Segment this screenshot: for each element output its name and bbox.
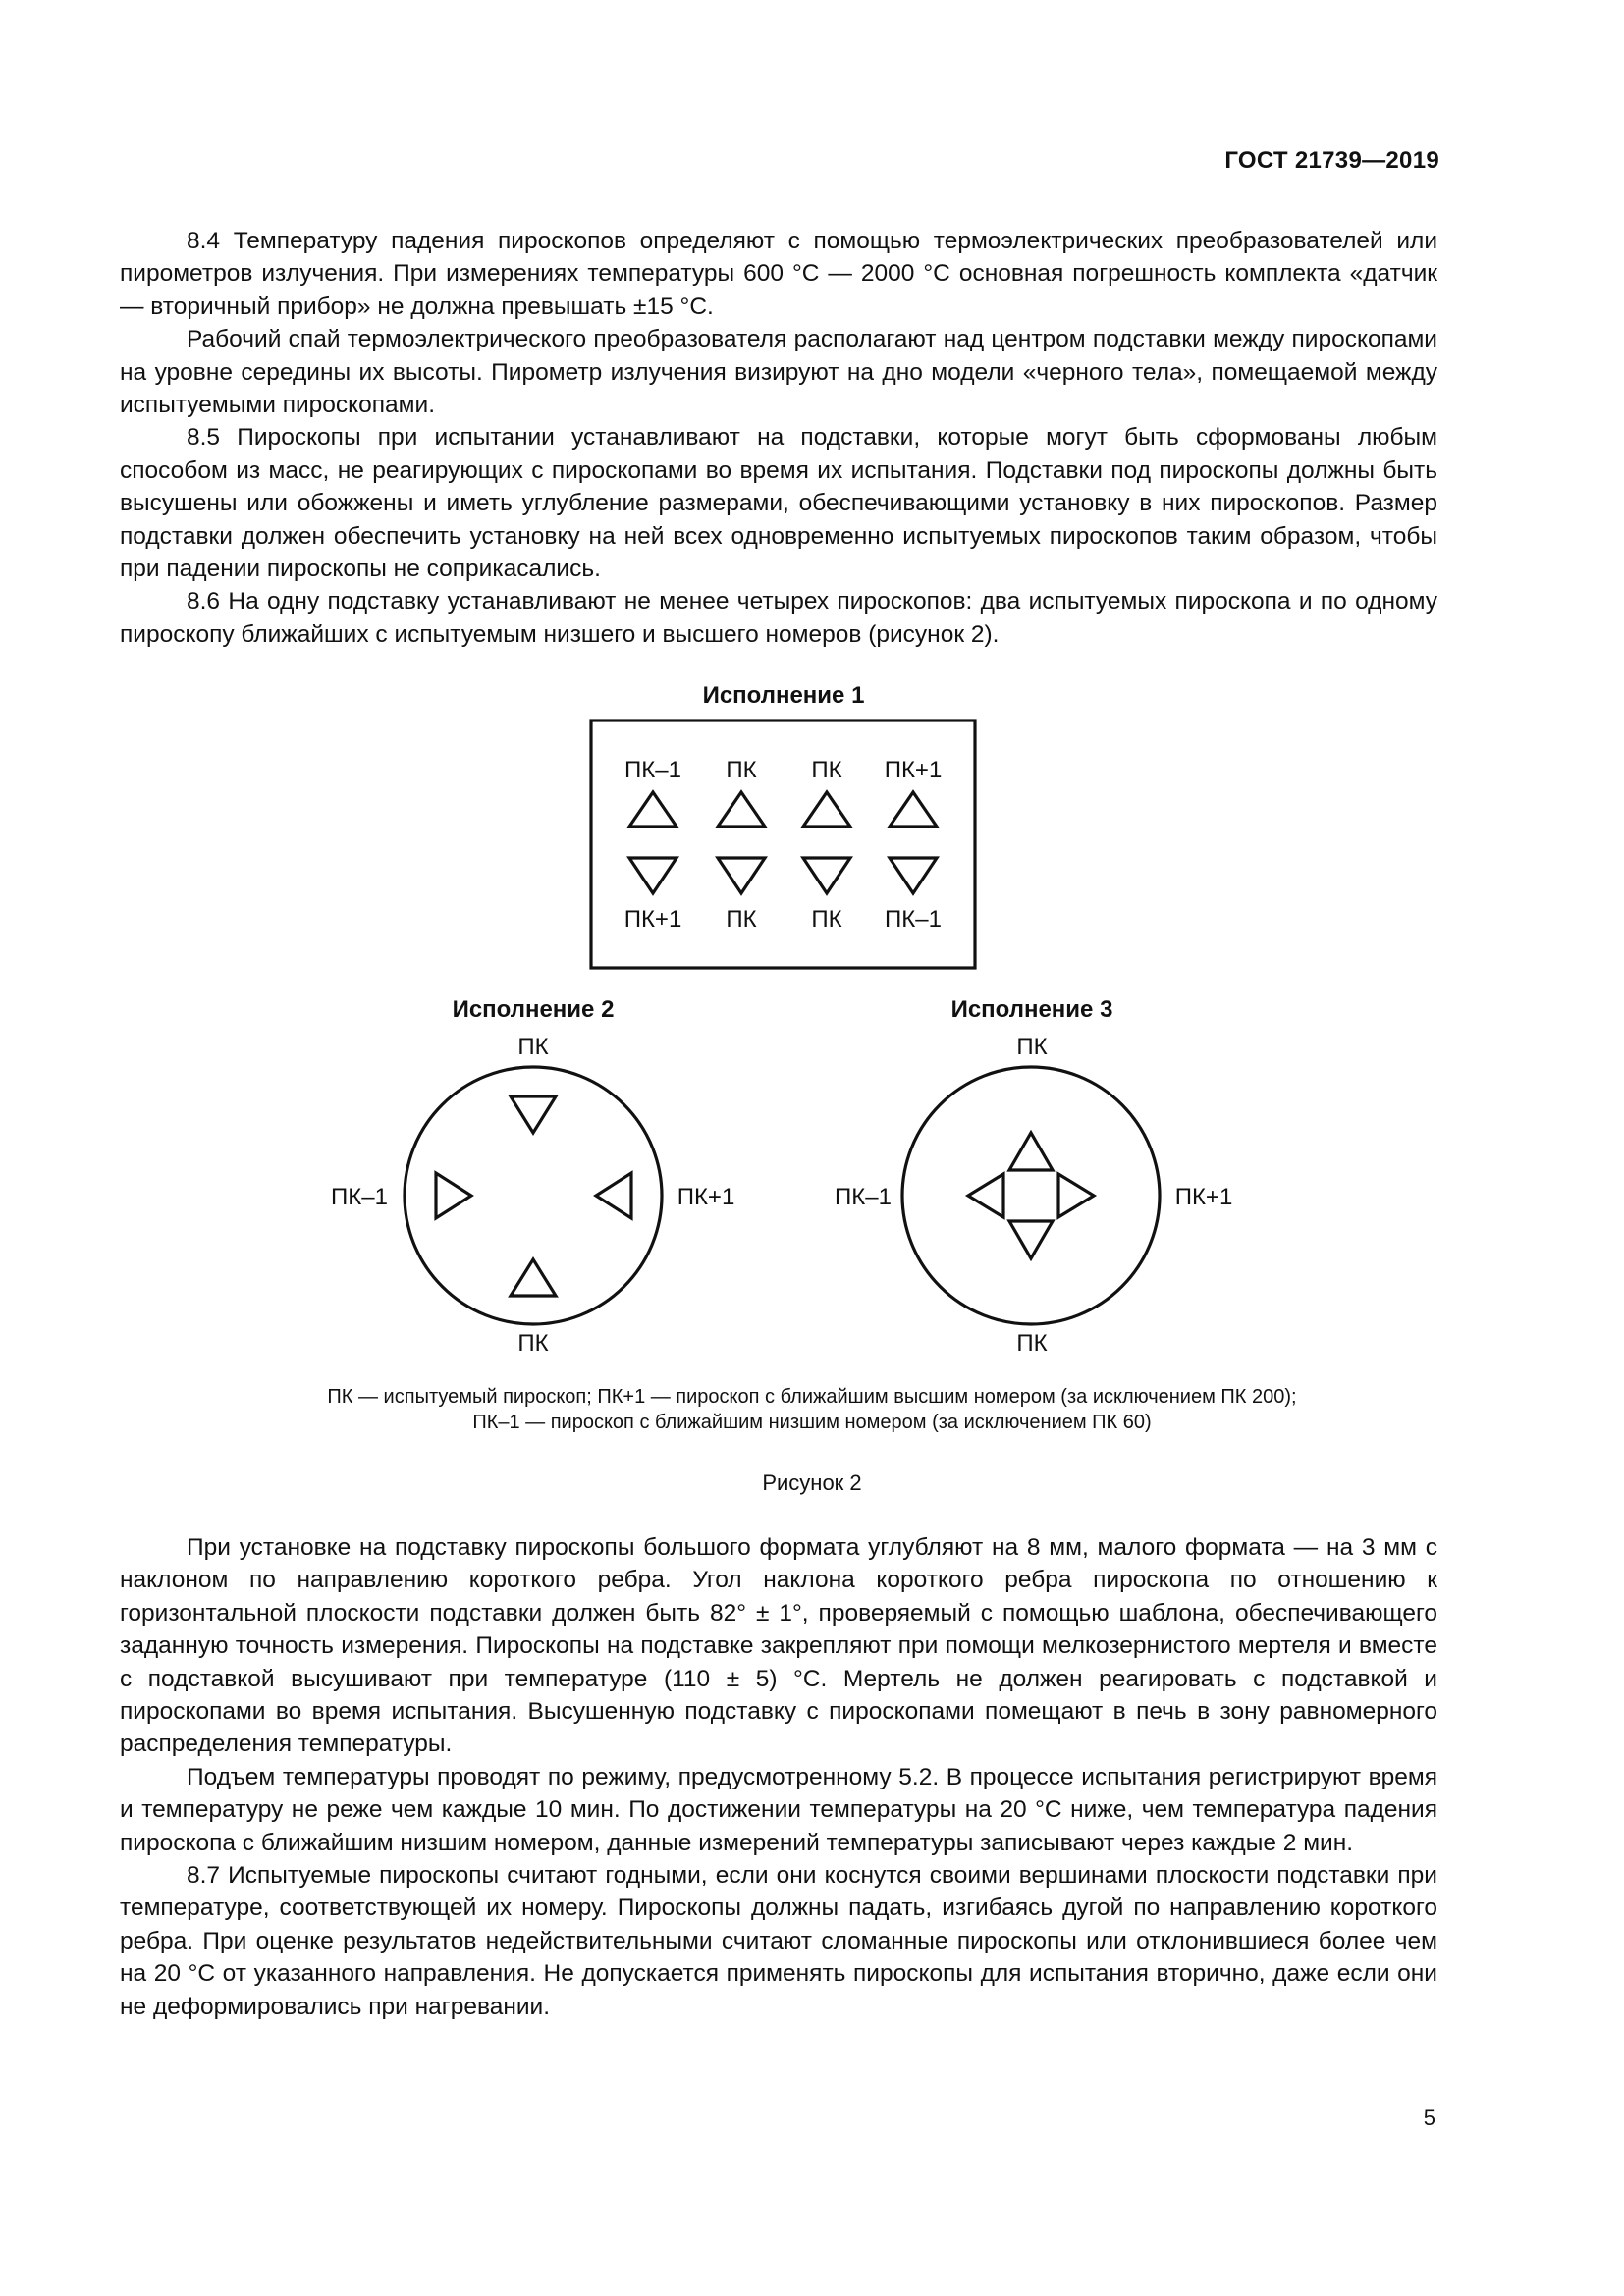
- text-block-upper: [120, 225, 1437, 651]
- v1-top-label-4: ПК+1: [884, 757, 943, 783]
- v1-bottom-label-4: ПК–1: [885, 906, 942, 933]
- v2-triangle-bottom: [511, 1259, 556, 1296]
- v1-top-label-2: ПК: [726, 757, 757, 783]
- v2-bottom-label: ПК: [517, 1330, 549, 1357]
- paragraph-8-6: 8.6 На одну подставку устанавливают не менее четырех пироскопов: два испытуемых пироскопа и по одному пироскопу ближайших с испытуемым низшего и высшего номеров (рисунок 2).: [120, 588, 1437, 648]
- variant2-title: Исполнение 2: [452, 996, 615, 1023]
- v1-bottom-label-3: ПК: [811, 906, 842, 933]
- caption-line-2: ПК–1 — пироскоп с ближайшим низшим номером (за исключением ПК 60): [472, 1412, 1152, 1433]
- v1-triangle-up-2: [718, 792, 765, 827]
- v1-triangle-down-3: [803, 858, 850, 893]
- paragraph-temperature-rise: Подъем температуры проводят по режиму, предусмотренному 5.2. В процессе испытания регистрируют время и температуру не реже чем каждые 10 мин. По достижении температуры на 20 °С ниже, чем температура падения пироскопа с ближайшим низшим номером, данные измерений температуры записывают через каждые 2 мин.: [120, 1763, 1437, 1856]
- variant2-circle: [405, 1067, 662, 1324]
- v3-triangle-right: [1058, 1174, 1094, 1217]
- v2-right-label: ПК+1: [677, 1184, 735, 1210]
- v3-top-label: ПК: [1016, 1034, 1048, 1060]
- v1-triangle-up-1: [629, 792, 677, 827]
- figure-caption: [0, 1384, 1624, 1435]
- v1-top-label-1: ПК–1: [624, 757, 681, 783]
- v1-triangle-up-3: [803, 792, 850, 827]
- v3-left-label: ПК–1: [835, 1184, 892, 1210]
- v3-bottom-label: ПК: [1016, 1330, 1048, 1357]
- text-block-lower: [120, 1531, 1437, 2023]
- page-number: 5: [1423, 2106, 1435, 2130]
- paragraph-8-7: 8.7 Испытуемые пироскопы считают годными, если они коснутся своими вершинами плоскости подставки при температуре, соответствующей их номеру. Пироскопы должны падать, изгибаясь дугой по направлению короткого ребра. При оценке результатов недействительными считают сломанные пироскопы или отклонившиеся более чем на 20 °С от указанного направления. Не допускается применять пироскопы для испытания вторично, даже если они не деформировались при нагревании.: [120, 1862, 1437, 2020]
- caption-line-1: ПК — испытуемый пироскоп; ПК+1 — пироскоп с ближайшим высшим номером (за исключением ПК 200);: [327, 1386, 1297, 1408]
- v2-triangle-left: [436, 1173, 471, 1218]
- figure-title: Рисунок 2: [762, 1470, 862, 1495]
- v3-right-label: ПК+1: [1174, 1184, 1233, 1210]
- v2-triangle-right: [596, 1173, 631, 1218]
- v3-triangle-left: [968, 1174, 1003, 1217]
- v1-bottom-label-2: ПК: [726, 906, 757, 933]
- paragraph-installation: При установке на подставку пироскопы большого формата углубляют на 8 мм, малого формата — на 3 мм с наклоном по направлению короткого ребра. Угол наклона короткого ребра пироскопа по отношению к горизонтальной плоскости подставки должен быть 82° ± 1°, проверяемый с помощью шаблона, обеспечивающего заданную точность измерения. Пироскопы на подставке закрепляют при помощи мелкозернистого мертеля и вместе с подставкой высушивают при температуре (110 ± 5) °С. Мертель не должен реагировать с подставкой и пироскопами во время испытания. Высушенную подставку с пироскопами помещают в печь в зону равномерного распределения температуры.: [120, 1534, 1437, 1758]
- v1-triangle-down-2: [718, 858, 765, 893]
- v1-triangle-down-4: [890, 858, 937, 893]
- v2-triangle-top: [511, 1096, 556, 1133]
- v2-top-label: ПК: [517, 1034, 549, 1060]
- v3-triangle-top: [1009, 1133, 1053, 1170]
- paragraph-8-5: 8.5 Пироскопы при испытании устанавливают на подставки, которые могут быть сформованы любым способом из масс, не реагирующих с пироскопами во время их испытания. Подставки под пироскопы должны быть высушены или обожжены и иметь углубление размерами, обеспечивающими установку в них пироскопов. Размер подставки должен обеспечить установку на ней всех одновременно испытуемых пироскопов таким образом, чтобы при падении пироскопы не соприкасались.: [120, 424, 1437, 583]
- variant1-title: Исполнение 1: [702, 682, 865, 709]
- standard-header: ГОСТ 21739—2019: [1224, 147, 1439, 174]
- v1-top-label-3: ПК: [811, 757, 842, 783]
- paragraph-8-4: 8.4 Температуру падения пироскопов определяют с помощью термоэлектрических преобразователей или пирометров излучения. При измерениях температуры 600 °C — 2000 °C основная погрешность комплекта «датчик — вторичный прибор» не должна превышать ±15 °C.: [120, 228, 1437, 320]
- v2-left-label: ПК–1: [331, 1184, 388, 1210]
- figure-2-drawing: [0, 673, 1624, 1478]
- v1-triangle-up-4: [890, 792, 937, 827]
- v1-bottom-label-1: ПК+1: [623, 906, 682, 933]
- variant3-title: Исполнение 3: [950, 996, 1113, 1023]
- paragraph-thermocouple: Рабочий спай термоэлектрического преобразователя располагают над центром подставки между пироскопами на уровне середины их высоты. Пирометр излучения визируют на дно модели «черного тела», помещаемой между испытуемыми пироскопами.: [120, 326, 1437, 419]
- v1-triangle-down-1: [629, 858, 677, 893]
- figure-2: [0, 673, 1624, 1478]
- v3-triangle-bottom: [1009, 1221, 1053, 1258]
- variant3-circle: [902, 1067, 1160, 1324]
